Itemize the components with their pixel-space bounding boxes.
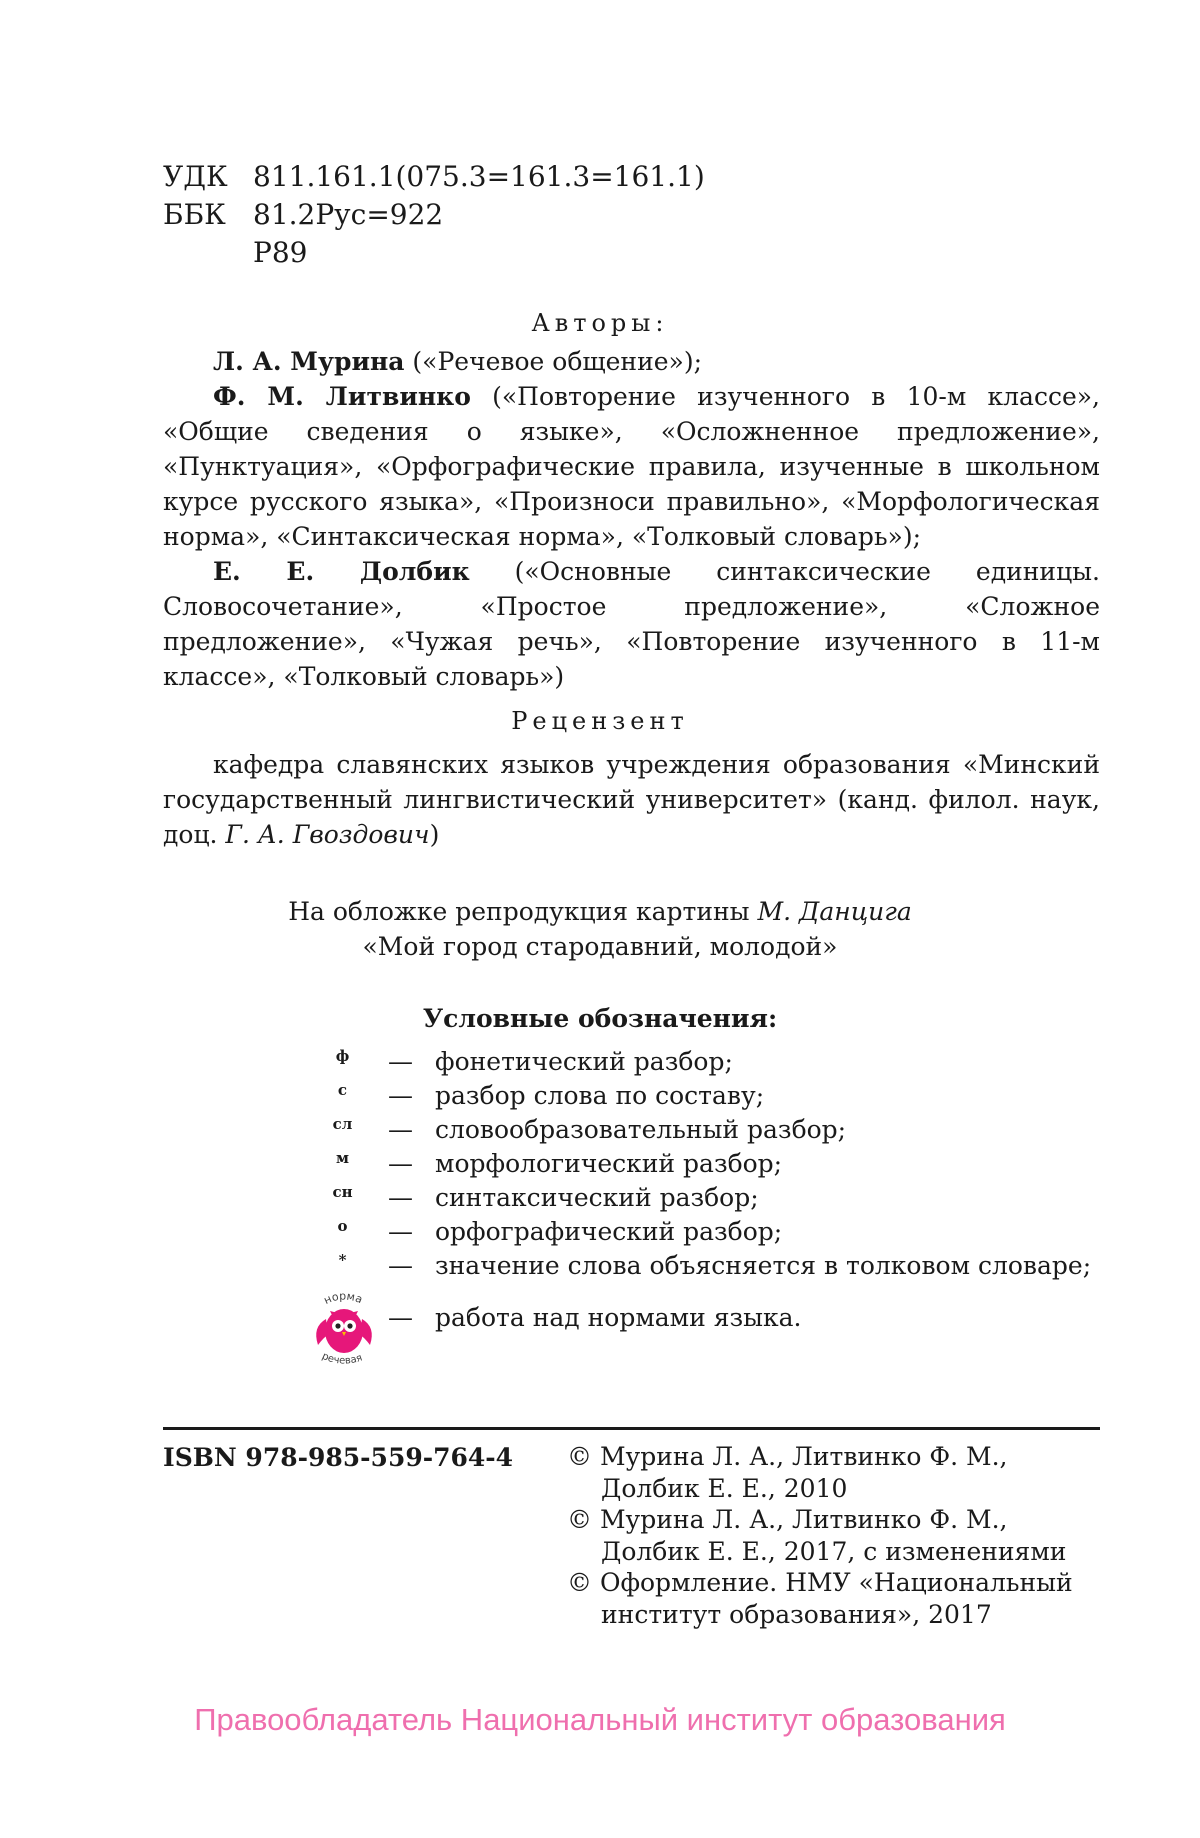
reviewer-text [163, 747, 1100, 852]
legend-dash: — [388, 1303, 413, 1332]
legend-dash: — [388, 1115, 413, 1144]
legend-dash: — [388, 1081, 413, 1110]
svg-text:речевая [320, 1351, 364, 1367]
author-works: («Повторение изученного в 10-м классе», «Общие сведения о языке», «Осложненное предложение», «Пунктуация», «Орфографические правила, изученные в школьном курсе русского языка», «Произноси правильно», «Морфологическая норма», «Синтаксическая норма», «Толковый словарь»); [163, 382, 1100, 551]
reviewer-heading: Рецензент [511, 707, 689, 735]
reviewer-org: кафедра славянских языков учреждения образования «Минский государственный лингвистический университет» (канд. филол. наук, доц. [163, 750, 1100, 849]
author-name: Е. Е. Долбик [213, 557, 470, 586]
owl-logo-top-text: норма [321, 1289, 365, 1307]
classification-codes [163, 158, 705, 272]
legend-item [320, 1147, 1120, 1181]
author-entry [163, 554, 1100, 694]
legend-text: морфологический разбор; [435, 1149, 783, 1178]
udk-label: УДК [163, 160, 228, 193]
legend-text: словообразовательный разбор; [435, 1115, 847, 1144]
legend-symbol: с [337, 1081, 348, 1099]
legend-symbol: м [335, 1149, 350, 1167]
copyright-line: © Оформление. НМУ «Национальный институт образования», 2017 [567, 1568, 1073, 1629]
owl-norm-icon [298, 1283, 390, 1373]
legend-item [320, 1249, 1120, 1283]
copyright-line: © Мурина Л. А., Литвинко Ф. М., Долбик Е. Е., 2017, с изменениями [567, 1505, 1067, 1566]
legend [320, 1045, 1120, 1373]
reviewer-name: Г. А. Гвоздович [225, 820, 430, 849]
legend-text: орфографический разбор; [435, 1217, 783, 1246]
cover-line-1 [0, 894, 1200, 929]
legend-item-norm [320, 1283, 1120, 1373]
legend-text: фонетический разбор; [435, 1047, 733, 1076]
legend-text: значение слова объясняется в толковом словаре; [435, 1251, 1092, 1280]
legend-item [320, 1215, 1120, 1249]
author-entry [163, 379, 1100, 554]
legend-text: синтаксический разбор; [435, 1183, 759, 1212]
isbn: ISBN 978-985-559-764-4 [163, 1443, 514, 1472]
cover-line-2: «Мой город стародавний, молодой» [362, 932, 838, 961]
legend-title: Условные обозначения: [422, 1004, 778, 1033]
author-works: («Основные синтаксические единицы. Словосочетание», «Простое предложение», «Сложное предложение», «Чужая речь», «Повторение изученного в 11-м классе», «Толковый словарь») [163, 557, 1100, 691]
cover-text: На обложке репродукция картины [288, 897, 758, 926]
legend-item [320, 1045, 1120, 1079]
bbk-value: 81.2Рус=922 [253, 198, 444, 231]
author-name: Л. А. Мурина [213, 347, 405, 376]
author-mark-row [163, 234, 705, 272]
legend-symbol: * [338, 1251, 347, 1269]
divider-rule [163, 1427, 1100, 1430]
legend-dash: — [388, 1251, 413, 1280]
bbk-label: ББК [163, 198, 226, 231]
author-works: («Речевое общение»); [404, 347, 703, 376]
legend-dash: — [388, 1183, 413, 1212]
legend-dash: — [388, 1217, 413, 1246]
legend-symbol: сл [332, 1115, 353, 1133]
author-name: Ф. М. Литвинко [213, 382, 471, 411]
legend-dash: — [388, 1149, 413, 1178]
udk-row [163, 158, 705, 196]
reviewer-close: ) [429, 820, 440, 849]
owl-logo-bottom-text: речевая [320, 1350, 364, 1367]
legend-symbol: ф [335, 1047, 350, 1065]
cover-artist: М. Данцига [757, 897, 912, 926]
legend-item [320, 1079, 1120, 1113]
author-entry [163, 344, 1100, 379]
svg-text:норма [322, 1290, 365, 1307]
author-mark: Р89 [253, 236, 308, 269]
legend-item [320, 1181, 1120, 1215]
legend-symbol: сн [332, 1183, 353, 1201]
reviewer-block [163, 747, 1100, 852]
rights-holder-watermark: Правообладатель Национальный институт образования [194, 1702, 1006, 1737]
legend-text: разбор слова по составу; [435, 1081, 765, 1110]
cover-note [0, 894, 1200, 964]
bbk-row [163, 196, 705, 234]
legend-dash: — [388, 1047, 413, 1076]
legend-text: работа над нормами языка. [435, 1303, 802, 1332]
copyright-line: © Мурина Л. А., Литвинко Ф. М., Долбик Е. Е., 2010 [567, 1442, 1008, 1503]
copyright-block [567, 1441, 1107, 1630]
authors-heading: Авторы: [531, 309, 669, 337]
udk-value: 811.161.1(075.3=161.3=161.1) [253, 160, 705, 193]
legend-item [320, 1113, 1120, 1147]
legend-symbol: о [337, 1217, 348, 1235]
authors-block [163, 344, 1100, 694]
